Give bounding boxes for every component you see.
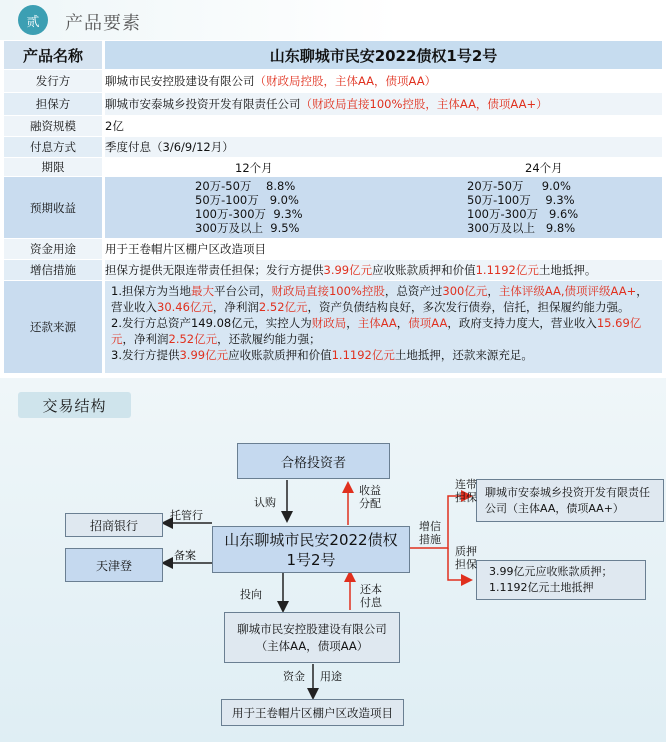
label-repay: 还款来源 [4, 281, 102, 373]
repay-item-1: 1.担保方为当地最大平台公司，财政局直接100%控股，总资产过300亿元，主体评级AA,债项评级AA+，营业收入30.46亿元，净利润2.52亿元，资产负债结构良好，多次发行债券，信托，担保履约能力强。 [111, 284, 648, 314]
guarantor-box: 聊城市安泰城乡投资开发有限责任公司（主体AA，债项AA+） [476, 479, 664, 522]
value-credit: 担保方提供无限连带责任担保；发行方提供 3.99亿元 应收账款质押和价值 1.1192亿元 土地抵押。 [105, 260, 662, 280]
label-income: 收益分配 [359, 484, 381, 510]
term-24: 24个月 [525, 161, 563, 175]
repay-item-3: 3.发行方提供3.99亿元应收账款质押和价值1.1192亿元土地抵押，还款来源充足。 [111, 348, 533, 362]
product-box: 山东聊城市民安2022债权1号2号 [212, 526, 410, 573]
label-custody: 托管行 [170, 509, 203, 522]
value-guarantor: 聊城市安泰城乡投资开发有限责任公司 （财政局直接100%控股，主体AA，债项AA+） [105, 93, 662, 115]
value-scale: 2亿 [105, 119, 124, 133]
label-scale: 融资规模 [4, 116, 102, 136]
repay-item-2: 2.发行方总资产149.08亿元，实控人为财政局，主体AA，债项AA，政府支持力度大，营业收入15.69亿元，净利润2.52亿元，还款履约能力强； [111, 316, 642, 346]
yield-12-tier: 20万-50万 8.8% [195, 179, 296, 193]
investor-box: 合格投资者 [237, 443, 390, 479]
label-use: 资金用途 [4, 239, 102, 259]
yield-12-tier: 300万及以上 9.5% [195, 221, 300, 235]
yield-24-tier: 100万-300万 9.6% [467, 207, 579, 221]
label-funds: 资金 [283, 670, 305, 683]
value-use: 用于王卷帽片区棚户区改造项目 [105, 242, 266, 256]
yield-24-tier: 300万及以上 9.8% [467, 221, 576, 235]
structure-title: 交易结构 [18, 392, 131, 418]
label-invest: 投向 [240, 588, 262, 601]
label-term: 期限 [4, 158, 102, 176]
exchange-box: 天津登 [65, 548, 163, 582]
label-subscribe: 认购 [254, 496, 276, 509]
label-usage: 用途 [320, 670, 342, 683]
issuer-box: 聊城市民安控股建设有限公司（主体AA，债项AA） [224, 612, 400, 663]
section-badge: 贰 [18, 5, 48, 35]
label-credit: 增信措施 [4, 260, 102, 280]
yield-12-tier: 50万-100万 9.0% [195, 193, 299, 207]
bank-box: 招商银行 [65, 513, 163, 537]
label-yield: 预期收益 [4, 177, 102, 238]
label-credit: 增信措施 [419, 520, 441, 546]
label-record: 备案 [174, 549, 196, 562]
term-12: 12个月 [235, 161, 273, 175]
yield-24-tier: 50万-100万 9.3% [467, 193, 575, 207]
section-title: 产品要素 [65, 13, 141, 34]
label-joint: 连带担保 [455, 478, 477, 504]
label-payment: 付息方式 [4, 137, 102, 157]
label-repay: 还本付息 [360, 583, 382, 609]
yield-12-tier: 100万-300万 9.3% [195, 207, 303, 221]
label-product-name: 产品名称 [4, 41, 102, 69]
value-payment: 季度付息（3/6/9/12月） [105, 137, 662, 157]
label-issuer: 发行方 [4, 70, 102, 92]
pledge-box: 3.99亿元应收账款质押；1.1192亿元土地抵押 [476, 560, 646, 600]
value-issuer: 聊城市民安控股建设有限公司 （财政局控股，主体AA，债项AA） [105, 74, 437, 88]
yield-24-tier: 20万-50万 9.0% [467, 179, 571, 193]
label-pledge: 质押担保 [455, 545, 477, 571]
value-product-name: 山东聊城市民安2022债权1号2号 [105, 41, 662, 69]
label-guarantor: 担保方 [4, 93, 102, 115]
project-box: 用于王卷帽片区棚户区改造项目 [221, 699, 404, 726]
